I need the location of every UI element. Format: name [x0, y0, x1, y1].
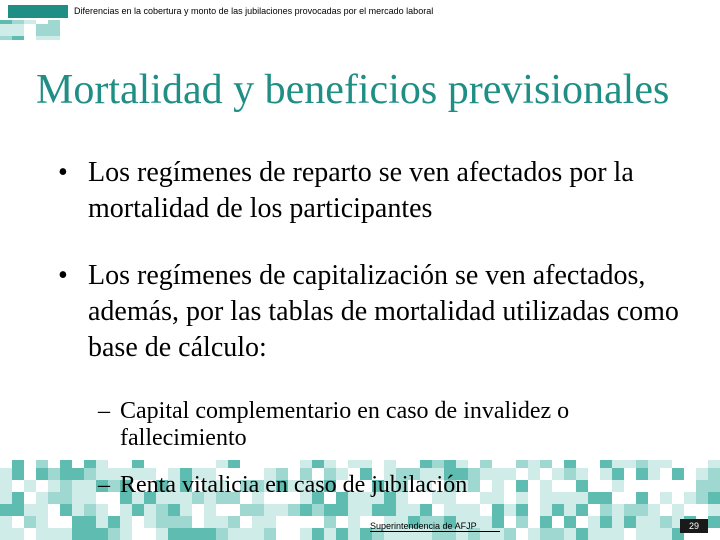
mosaic-tile	[408, 504, 420, 516]
mosaic-tile	[708, 468, 720, 480]
mosaic-tile	[84, 468, 96, 480]
mosaic-tile	[144, 504, 156, 516]
mosaic-tile	[540, 516, 552, 528]
mosaic-tile	[72, 504, 84, 516]
mosaic-tile	[60, 504, 72, 516]
mosaic-tile	[204, 504, 216, 516]
mosaic-tile	[312, 504, 324, 516]
mosaic-tile	[168, 504, 180, 516]
mosaic-tile	[576, 528, 588, 540]
mosaic-tile	[0, 24, 12, 36]
mosaic-tile	[348, 528, 360, 540]
mosaic-tile	[588, 528, 600, 540]
mosaic-tile	[0, 492, 12, 504]
mosaic-tile	[588, 516, 600, 528]
mosaic-tile	[252, 528, 264, 540]
mosaic-tile	[12, 24, 24, 36]
mosaic-tile	[372, 504, 384, 516]
footer-underline	[370, 531, 500, 532]
mosaic-tile	[180, 504, 192, 516]
mosaic-tile	[264, 528, 276, 540]
mosaic-tile	[384, 504, 396, 516]
bullet-text: Los regímenes de capitalización se ven afectados, además, por las tablas de mortalidad utilizadas como base de cálculo:	[88, 260, 679, 363]
mosaic-tile	[12, 492, 24, 504]
mosaic-tile	[84, 480, 96, 492]
mosaic-tile	[72, 516, 84, 528]
mosaic-tile	[204, 528, 216, 540]
mosaic-tile	[24, 516, 36, 528]
mosaic-tile	[300, 504, 312, 516]
sub-bullet-list	[98, 398, 688, 499]
mosaic-tile	[144, 516, 156, 528]
bullet-text: Los regímenes de reparto se ven afectados por la mortalidad de los participantes	[88, 157, 634, 224]
mosaic-tile	[84, 504, 96, 516]
mosaic-tile	[108, 528, 120, 540]
mosaic-tile	[0, 468, 12, 480]
mosaic-tile	[312, 528, 324, 540]
mosaic-tile	[264, 516, 276, 528]
mosaic-tile	[348, 504, 360, 516]
sub-bullet-text: Capital complementario en caso de invalidez o fallecimiento	[120, 398, 570, 451]
mosaic-tile	[228, 516, 240, 528]
mosaic-tile	[0, 516, 12, 528]
mosaic-tile	[552, 504, 564, 516]
mosaic-tile	[456, 504, 468, 516]
mosaic-tile	[216, 528, 228, 540]
mosaic-tile	[252, 504, 264, 516]
header-accent-bar	[8, 5, 68, 18]
mosaic-tile	[36, 468, 48, 480]
mosaic-tile	[696, 492, 708, 504]
mosaic-tile	[168, 516, 180, 528]
mosaic-tile	[636, 504, 648, 516]
sub-bullet-marker: –	[98, 472, 110, 498]
mosaic-tile	[288, 504, 300, 516]
mosaic-tile	[480, 516, 492, 528]
mosaic-tile	[540, 504, 552, 516]
sub-bullet-item	[98, 472, 688, 499]
mosaic-tile	[708, 480, 720, 492]
mosaic-tile	[660, 528, 672, 540]
mosaic-tile	[420, 504, 432, 516]
mosaic-tile	[600, 516, 612, 528]
mosaic-tile	[576, 504, 588, 516]
mosaic-tile	[492, 516, 504, 528]
mosaic-tile	[708, 492, 720, 504]
mosaic-tile	[396, 504, 408, 516]
mosaic-tile	[0, 528, 12, 540]
footer-organization: Superintendencia de AFJP	[370, 521, 477, 531]
mosaic-tile	[48, 480, 60, 492]
mosaic-tile	[516, 516, 528, 528]
mosaic-tile	[84, 492, 96, 504]
mosaic-tile	[60, 468, 72, 480]
mosaic-tile	[180, 528, 192, 540]
mosaic-tile	[60, 480, 72, 492]
mosaic-tile	[12, 504, 24, 516]
mosaic-tile	[264, 504, 276, 516]
mosaic-tile	[360, 504, 372, 516]
mosaic-tile	[552, 528, 564, 540]
mosaic-tile	[36, 504, 48, 516]
mosaic-tile	[444, 504, 456, 516]
mosaic-tile	[132, 504, 144, 516]
mosaic-tile	[660, 516, 672, 528]
mosaic-tile	[564, 528, 576, 540]
mosaic-tile	[72, 528, 84, 540]
mosaic-tile	[216, 516, 228, 528]
mosaic-tile	[72, 480, 84, 492]
mosaic-tile	[696, 480, 708, 492]
mosaic-tile	[180, 516, 192, 528]
mosaic-tile	[96, 528, 108, 540]
mosaic-tile	[60, 492, 72, 504]
sub-bullet-marker: –	[98, 398, 110, 424]
mosaic-tile	[324, 504, 336, 516]
mosaic-tile	[624, 504, 636, 516]
bullet-item	[58, 258, 698, 366]
mosaic-tile	[120, 504, 132, 516]
mosaic-tile	[648, 504, 660, 516]
bullet-item	[58, 155, 698, 227]
mosaic-tile	[0, 504, 12, 516]
mosaic-tile	[648, 516, 660, 528]
sub-bullet-item	[98, 398, 688, 452]
mosaic-tile	[156, 504, 168, 516]
mosaic-tile	[480, 528, 492, 540]
mosaic-tile	[540, 528, 552, 540]
mosaic-tile	[708, 516, 720, 528]
mosaic-tile	[636, 528, 648, 540]
mosaic-tile	[612, 528, 624, 540]
mosaic-tile	[60, 528, 72, 540]
slide-title: Mortalidad y beneficios previsionales	[36, 67, 670, 113]
mosaic-tile	[300, 528, 312, 540]
sub-bullet-text: Renta vitalicia en caso de jubilación	[120, 472, 468, 498]
mosaic-tile	[24, 504, 36, 516]
mosaic-tile	[564, 504, 576, 516]
mosaic-tile	[240, 528, 252, 540]
mosaic-tile	[108, 516, 120, 528]
mosaic-tile	[228, 528, 240, 540]
mosaic-tile	[612, 516, 624, 528]
mosaic-tile	[156, 528, 168, 540]
bullet-marker: •	[58, 157, 68, 188]
mosaic-tile	[12, 468, 24, 480]
mosaic-tile	[492, 504, 504, 516]
mosaic-tile	[528, 528, 540, 540]
mosaic-tile	[96, 504, 108, 516]
mosaic-tile	[516, 504, 528, 516]
mosaic-tile	[192, 528, 204, 540]
mosaic-tile	[336, 504, 348, 516]
mosaic-tile	[204, 516, 216, 528]
mosaic-tile	[120, 528, 132, 540]
mosaic-tile	[348, 516, 360, 528]
mosaic-tile	[240, 504, 252, 516]
mosaic-tile	[84, 528, 96, 540]
mosaic-tile	[48, 468, 60, 480]
mosaic-tile	[648, 528, 660, 540]
mosaic-tile	[504, 504, 516, 516]
mosaic-tile	[48, 24, 60, 36]
mosaic-tile	[336, 528, 348, 540]
mosaic-tile	[468, 504, 480, 516]
mosaic-tile	[156, 516, 168, 528]
mosaic-tile	[24, 480, 36, 492]
mosaic-tile	[48, 492, 60, 504]
mosaic-tile	[324, 516, 336, 528]
mosaic-tile	[72, 468, 84, 480]
mosaic-tile	[696, 468, 708, 480]
header-text: Diferencias en la cobertura y monto de las jubilaciones provocadas por el mercado laboral	[74, 6, 434, 16]
mosaic-tile	[492, 528, 504, 540]
mosaic-tile	[12, 528, 24, 540]
mosaic-tile	[0, 480, 12, 492]
mosaic-tile	[708, 504, 720, 516]
mosaic-tile	[120, 516, 132, 528]
mosaic-tile	[252, 516, 264, 528]
mosaic-tile	[36, 24, 48, 36]
mosaic-tile	[600, 528, 612, 540]
mosaic-tile	[636, 516, 648, 528]
mosaic-tile	[72, 492, 84, 504]
mosaic-tile	[672, 504, 684, 516]
mosaic-tile	[36, 516, 48, 528]
mosaic-tile	[612, 504, 624, 516]
mosaic-tile	[168, 528, 180, 540]
bullet-list	[58, 155, 698, 366]
mosaic-tile	[36, 492, 48, 504]
page-number: 29	[680, 519, 708, 533]
mosaic-tile	[504, 528, 516, 540]
bullet-marker: •	[58, 260, 68, 291]
mosaic-tile	[600, 504, 612, 516]
mosaic-tile	[324, 528, 336, 540]
mosaic-tile	[96, 516, 108, 528]
mosaic-tile	[84, 516, 96, 528]
mosaic-tile	[48, 528, 60, 540]
mosaic-tile	[564, 516, 576, 528]
mosaic-tile	[624, 516, 636, 528]
mosaic-tile	[276, 504, 288, 516]
mosaic-tile	[36, 528, 48, 540]
